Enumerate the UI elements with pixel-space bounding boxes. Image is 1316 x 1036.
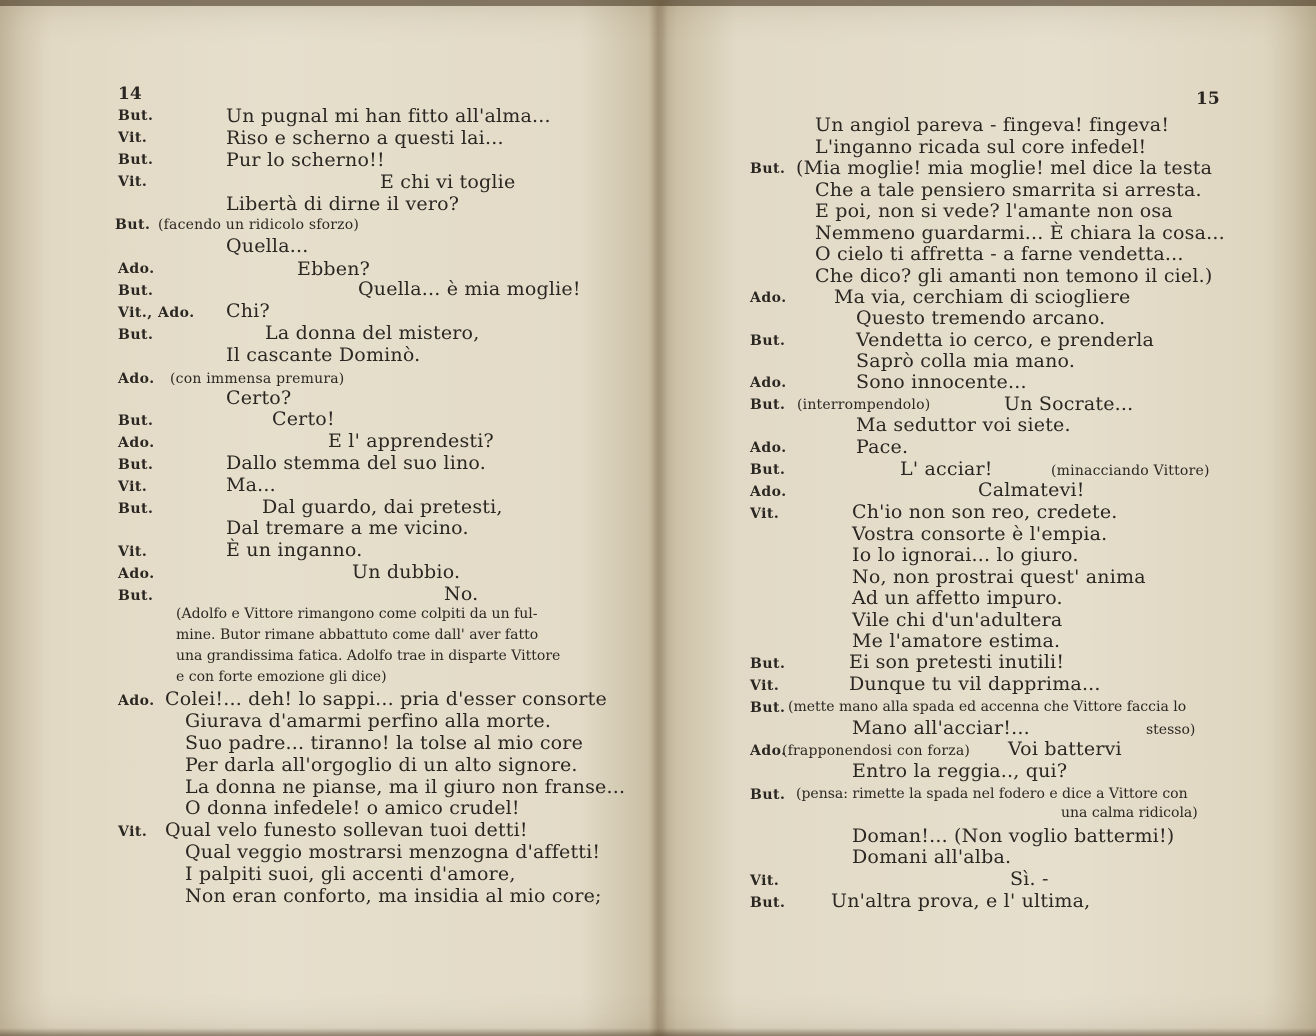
speaker-ado: Ado. [118, 693, 155, 709]
speaker-but: But. [115, 217, 151, 233]
verse-line: Colei!... deh! lo sappi... pria d'esser consorte [165, 688, 607, 710]
verse-line: Libertà di dirne il vero? [226, 193, 460, 215]
stage-direction: una calma ridicola) [1061, 805, 1198, 821]
verse-line: Non eran conforto, ma insidia al mio core; [185, 885, 602, 907]
verse-line: Certo? [226, 387, 292, 409]
verse-line: No, non prostrai quest' anima [852, 566, 1146, 588]
verse-line: Mano all'acciar!... [852, 717, 1030, 739]
verse-line: Qual velo funesto sollevan tuoi detti! [165, 819, 528, 841]
speaker-vit-ado: Vit., Ado. [118, 305, 195, 321]
verse-line: Che a tale pensiero smarrita si arresta. [815, 179, 1202, 201]
speaker-ado: Ado. [750, 290, 787, 306]
speaker-vit: Vit. [118, 479, 148, 495]
verse-line: È un inganno. [226, 539, 363, 561]
speaker-vit: Vit. [118, 824, 148, 840]
speaker-but: But. [750, 787, 786, 803]
speaker-but: But. [750, 656, 786, 672]
left-page [0, 0, 650, 1036]
stage-direction: (frapponendosi con forza) [782, 743, 971, 759]
speaker-but: But. [118, 501, 154, 517]
stage-direction: (interrompendolo) [797, 397, 931, 413]
speaker-but: But. [118, 457, 154, 473]
verse-line: Un'altra prova, e l' ultima, [831, 890, 1091, 912]
speaker-vit: Vit. [118, 130, 148, 146]
verse-line: Domani all'alba. [852, 846, 1012, 868]
book-gutter [648, 0, 668, 1036]
page-number: 15 [1196, 89, 1220, 109]
speaker-but: But. [118, 327, 154, 343]
verse-line: Calmatevi! [978, 479, 1085, 501]
verse-line: Vendetta io cerco, e prenderla [856, 329, 1155, 351]
verse-line: Ebben? [297, 258, 371, 280]
verse-line: La donna ne pianse, ma il giuro non franse... [185, 776, 626, 798]
speaker-but: But. [118, 413, 154, 429]
speaker-ado: Ado. [118, 435, 155, 451]
speaker-but: But. [750, 895, 786, 911]
stage-direction: e con forte emozione gli dice) [176, 669, 387, 685]
verse-line: Un angiol pareva - fingeva! fingeva! [815, 114, 1170, 136]
verse-line: Sì. - [1010, 868, 1049, 890]
stage-direction: (mette mano alla spada ed accenna che Vittore faccia lo [788, 699, 1187, 715]
speaker-vit: Vit. [750, 506, 780, 522]
speaker-but: But. [118, 152, 154, 168]
verse-line: Un Socrate... [1004, 393, 1134, 415]
speaker-but: But. [118, 108, 154, 124]
verse-line: L'inganno ricada sul core infedel! [815, 136, 1147, 158]
verse-line: Ch'io non son reo, credete. [852, 501, 1118, 523]
verse-line: Un pugnal mi han fitto all'alma... [226, 105, 551, 127]
speaker-ado: Ado. [118, 566, 155, 582]
verse-line: Questo tremendo arcano. [856, 307, 1106, 329]
speaker-but: But. [118, 588, 154, 604]
verse-line: I palpiti suoi, gli accenti d'amore, [185, 863, 516, 885]
verse-line: La donna del mistero, [265, 322, 480, 344]
verse-line: Quella... è mia moglie! [358, 278, 581, 300]
verse-line: Nemmeno guardarmi... È chiara la cosa... [815, 222, 1225, 244]
stage-direction: una grandissima fatica. Adolfo trae in disparte Vittore [176, 648, 561, 664]
speaker-but: But. [750, 397, 786, 413]
verse-line: Suo padre... tiranno! la tolse al mio core [185, 732, 584, 754]
verse-line: E chi vi toglie [380, 171, 516, 193]
stage-direction: (minacciando Vittore) [1051, 463, 1210, 479]
verse-line: O donna infedele! o amico crudel! [185, 797, 520, 819]
verse-line: Chi? [226, 300, 270, 322]
speaker-but: But. [750, 462, 786, 478]
speaker-but: But. [750, 333, 786, 349]
verse-line: Ma seduttor voi siete. [856, 414, 1071, 436]
verse-line: Un dubbio. [352, 561, 461, 583]
stage-direction: (pensa: rimette la spada nel fodero e dice a Vittore con [796, 786, 1188, 802]
verse-line: Dal tremare a me vicino. [226, 517, 469, 539]
speaker-ado: Ado. [750, 743, 787, 759]
speaker-ado: Ado. [750, 440, 787, 456]
speaker-vit: Vit. [750, 873, 780, 889]
verse-line: Vile chi d'un'adultera [852, 609, 1063, 631]
verse-line: Doman!... (Non voglio battermi!) [852, 825, 1175, 847]
speaker-ado: Ado. [118, 261, 155, 277]
stage-direction: (Adolfo e Vittore rimangono come colpiti da un ful- [176, 606, 538, 622]
verse-line: Giurava d'amarmi perfino alla morte. [185, 710, 552, 732]
verse-line: O cielo ti affretta - a farne vendetta... [815, 243, 1184, 265]
verse-line: Dal guardo, dai pretesti, [262, 496, 503, 518]
verse-line: Quella... [226, 235, 309, 257]
speaker-vit: Vit. [118, 544, 148, 560]
verse-line: Per darla all'orgoglio di un alto signore. [185, 754, 578, 776]
speaker-but: But. [118, 283, 154, 299]
verse-line: Dunque tu vil dapprima... [849, 673, 1101, 695]
verse-line: Qual veggio mostrarsi menzogna d'affetti! [185, 841, 601, 863]
verse-line: Ma... [226, 474, 276, 496]
stage-direction: mine. Butor rimane abbattuto come dall' aver fatto [176, 627, 539, 643]
verse-line: E l' apprendesti? [328, 430, 494, 452]
verse-line: Che dico? gli amanti non temono il ciel.) [815, 265, 1213, 287]
verse-line: Il cascante Dominò. [226, 344, 421, 366]
verse-line: Entro la reggia.., qui? [852, 760, 1068, 782]
verse-line: Me l'amatore estima. [852, 630, 1061, 652]
verse-line: Ei son pretesti inutili! [849, 651, 1065, 673]
speaker-but: But. [750, 700, 786, 716]
page-number: 14 [118, 84, 142, 104]
verse-line: E poi, non si vede? l'amante non osa [815, 200, 1173, 222]
verse-line: Voi battervi [1008, 738, 1122, 760]
speaker-vit: Vit. [750, 678, 780, 694]
speaker-but: But. [750, 161, 786, 177]
stage-direction: (con immensa premura) [170, 371, 345, 387]
verse-line: (Mia moglie! mia moglie! mel dice la testa [796, 157, 1213, 179]
verse-line: Ad un affetto impuro. [852, 587, 1063, 609]
verse-line: Io lo ignorai... lo giuro. [852, 544, 1079, 566]
verse-line: Pace. [856, 436, 909, 458]
right-page [666, 0, 1316, 1036]
verse-line: Saprò colla mia mano. [856, 350, 1076, 372]
stage-direction: (facendo un ridicolo sforzo) [158, 217, 360, 233]
verse-line: Vostra consorte è l'empia. [852, 523, 1108, 545]
verse-line: Certo! [272, 408, 335, 430]
speaker-ado: Ado. [118, 371, 155, 387]
stage-direction: stesso) [1146, 722, 1196, 738]
verse-line: Sono innocente... [856, 371, 1027, 393]
verse-line: L' acciar! [900, 458, 993, 480]
verse-line: Riso e scherno a questi lai... [226, 127, 504, 149]
speaker-ado: Ado. [750, 484, 787, 500]
speaker-ado: Ado. [750, 375, 787, 391]
verse-line: Dallo stemma del suo lino. [226, 452, 486, 474]
verse-line: No. [444, 583, 479, 605]
verse-line: Ma via, cerchiam di sciogliere [834, 286, 1131, 308]
speaker-vit: Vit. [118, 174, 148, 190]
verse-line: Pur lo scherno!! [226, 149, 385, 171]
